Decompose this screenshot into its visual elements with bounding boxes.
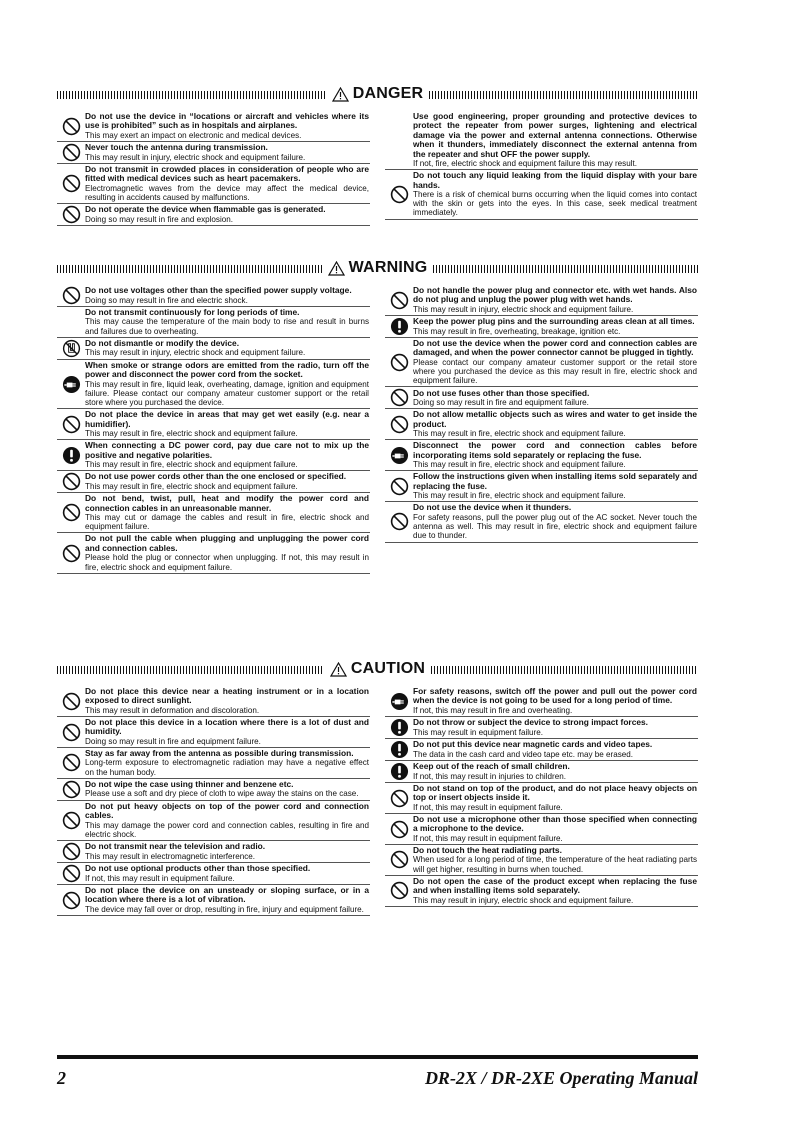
prohibition-icon [57,544,85,563]
caution-right-column [385,686,698,907]
item-description: This may result in injury, electric shock and equipment failure. [413,304,634,314]
prohibition-icon [385,415,413,434]
safety-item [385,739,698,761]
safety-item [385,111,698,170]
item-description: The device may fall over or drop, resulting in fire, injury and equipment failure. [85,904,364,914]
manual-title: DR-2X / DR-2XE Operating Manual [424,1068,698,1088]
item-description: Doing so may result in fire and equipment failure. [413,398,589,408]
item-title: Keep the power plug pins and the surrounding areas clean at all times. [413,316,695,327]
safety-item [385,387,698,409]
item-text [413,815,698,843]
item-description: If not, this may result in injuries to children. [413,771,566,781]
danger-header [57,84,698,104]
prohibition-icon [57,286,85,305]
item-description: Please hold the plug or connector when unplugging. If not, this may result in fire, electric shock and equipment failure. [85,553,369,572]
item-text [85,842,370,861]
item-text [85,441,370,469]
safety-item [57,338,370,360]
item-title: When smoke or strange odors are emitted from the radio, turn off the power and disconnect the power cord from the socket. [85,359,369,380]
item-text [85,361,370,407]
prohibition-icon [385,850,413,869]
item-text [413,389,698,408]
item-title: Do not use optional products other than those specified. [85,863,311,874]
safety-item [385,471,698,502]
item-text [413,317,698,336]
safety-item [385,502,698,542]
item-description: This may result in deformation and discoloration. [85,705,260,715]
prohibition-icon [57,415,85,434]
item-description: For safety reasons, pull the power plug out of the AC socket. Never touch the antenna as well. This may result in fire, electric shock and equipment failure due to thunder. [413,512,697,541]
safety-item [57,409,370,440]
item-text [413,846,698,874]
item-description: This may result in injury, electric shock and equipment failure. [85,348,306,358]
section-title: WARNING [322,259,434,277]
item-description: This may result in electromagnetic interference. [85,851,256,861]
safety-item [385,814,698,845]
item-text [85,165,370,202]
caution-header [57,659,698,679]
item-text [85,143,370,162]
item-description: This may result in fire, overheating, breakage, ignition etc. [413,326,621,336]
item-description: This may result in equipment failure. [413,727,544,737]
item-description: Long-term exposure to electromagnetic radiation may have a negative effect on the human body. [85,758,369,777]
item-title: Do not transmit in crowded places in consideration of people who are fitted with medical devices such as heart pacemakers. [85,164,369,184]
prohibition-icon [57,143,85,162]
item-title: Do not stand on top of the product, and do not place heavy objects on top or insert objects inside it. [413,783,697,803]
item-title: Stay as far away from the antenna as possible during transmission. [85,748,354,759]
prohibition-icon [57,891,85,910]
prohibition-icon [57,117,85,136]
unplug-icon [385,692,413,711]
item-description: This may result in injury, electric shock and equipment failure. [85,152,306,162]
item-description: If not, this may result in equipment failure. [413,833,563,843]
item-text [85,339,370,358]
item-title: Use good engineering, proper grounding and protective devices to protect the repeater from power surges, lightening and electrical damage via the power and external antenna connections. Otherwise when it thunders, immediately disconnect the external antenna from the repeater and shut OFF the power supply. [413,111,697,159]
item-text [413,877,698,905]
item-description: This may result in injury, electric shock and equipment failure. [413,895,634,905]
item-description: This may result in fire, electric shock and equipment failure. [413,429,626,439]
prohibition-icon [385,789,413,808]
item-text [413,339,698,385]
hatch-bar [57,265,322,273]
safety-item [57,440,370,471]
prohibition-icon [385,512,413,531]
item-title: Do not transmit continuously for long periods of time. [85,307,300,317]
item-text [413,503,698,540]
prohibition-icon [57,723,85,742]
item-description: This may cut or damage the cables and result in fire, electric shock and equipment failure. [85,513,369,532]
mandatory-icon [385,317,413,336]
item-description: Electromagnetic waves from the device may affect the medical device, resulting in accidents caused by malfunctions. [85,183,369,203]
item-text [85,494,370,531]
item-description: If not, this may result in equipment failure. [413,802,563,812]
mandatory-icon [57,446,85,465]
prohibition-icon [57,692,85,711]
safety-item [385,170,698,219]
prohibition-icon [57,472,85,491]
item-description: If not, fire, electric shock and equipment failure this may result. [413,159,638,169]
item-description: This may result in fire, electric shock and equipment failure. [85,460,298,470]
prohibition-icon [57,205,85,224]
item-text [413,718,698,737]
safety-item [57,863,370,885]
item-text [413,784,698,812]
item-description: The data in the cash card and video tape etc. may be erased. [413,749,634,759]
item-description: Doing so may result in fire and electric shock. [85,295,248,305]
page-number: 2 [57,1068,66,1088]
prohibition-icon [57,174,85,193]
item-title: Do not place the device in areas that may get wet easily (e.g. near a humidifier). [85,409,369,429]
safety-item [57,142,370,164]
safety-item [57,204,370,226]
item-description: This may result in fire, electric shock and equipment failure. [85,429,298,439]
item-title: Do not transmit near the television and radio. [85,841,266,852]
item-title: Do not use power cords other than the one enclosed or specified. [85,471,347,482]
item-title: Do not use the device when it thunders. [413,502,572,513]
item-title: Do not put heavy objects on top of the power cord and connection cables. [85,800,369,821]
warning-right-column [385,285,698,543]
prohibition-icon [57,864,85,883]
item-title: Do not touch any liquid leaking from the liquid display with your bare hands. [413,170,697,190]
item-text [413,441,698,469]
prohibition-icon [57,780,85,799]
item-title: For safety reasons, switch off the power and pull out the power cord when the device is not going to be used for a long period of time. [413,686,697,706]
prohibition-icon [385,477,413,496]
item-text [413,762,698,781]
safety-item [57,533,370,573]
item-text [413,472,698,500]
section-title: CAUTION [324,660,431,678]
item-title: Do not use the device in “locations or aircraft and vehicles where its use is prohibited” such as in hospitals and airplanes. [85,111,369,131]
warning-triangle-icon [330,662,347,677]
item-title: Do not place this device near a heating instrument or in a location exposed to direct sunlight. [85,686,369,706]
item-text [85,534,370,571]
hatch-bar [433,265,698,273]
warning-triangle-icon [332,87,349,102]
footer-rule [57,1055,698,1059]
item-title: Do not wipe the case using thinner and benzene etc. [85,779,294,790]
safety-item [385,285,698,316]
safety-item [385,783,698,814]
item-text [85,410,370,438]
caution-left-column [57,686,370,916]
safety-item [57,885,370,916]
item-title: Never touch the antenna during transmission. [85,142,268,153]
item-text [85,718,370,746]
item-description: When used for a long period of time, the temperature of the heat radiating parts will get higher, resulting in burns when touched. [413,855,697,874]
item-text [85,112,370,140]
mandatory-icon [385,762,413,781]
item-description: This may damage the power cord and connection cables, resulting in fire and electric shock. [85,820,369,839]
item-description: This may exert an impact on electronic and medical devices. [85,130,302,140]
item-description: If not, this may result in equipment failure. [85,873,235,883]
item-title: Do not use the device when the power cord and connection cables are damaged, and when the power connector cannot be plugged in tightly. [413,338,697,358]
item-description: Please use a soft and dry piece of cloth to wipe away the stains on the case. [85,789,359,799]
hatch-bar [57,666,324,674]
item-title: Do not allow metallic objects such as wires and water to get inside the product. [413,409,697,429]
unplug-icon [385,446,413,465]
prohibition-icon [385,185,413,204]
item-title: Do not throw or subject the device to strong impact forces. [413,717,648,728]
prohibition-icon [57,842,85,861]
item-description: Doing so may result in fire and explosion. [85,214,234,224]
safety-item [57,801,370,841]
item-title: Do not use voltages other than the specified power supply voltage. [85,285,352,296]
hatch-bar [429,91,698,99]
item-description: This may result in fire, electric shock and equipment failure. [413,491,626,501]
safety-item [385,876,698,907]
safety-item [57,285,370,307]
safety-item [57,111,370,142]
safety-item [57,717,370,748]
item-text [413,171,698,217]
safety-item [385,717,698,739]
item-title: Do not open the case of the product except when replacing the fuse and when installing items sold separately. [413,875,697,896]
item-title: Do not place this device in a location where there is a lot of dust and humidity. [85,717,369,737]
item-text [85,802,370,839]
safety-item [385,316,698,338]
item-title: Follow the instructions given when installing items sold separately and replacing the fuse. [413,471,697,491]
section-title: DANGER [326,85,430,103]
prohibition-icon [385,291,413,310]
safety-item [385,440,698,471]
prohibition-icon [57,503,85,522]
warning-header [57,258,698,278]
item-title: Do not touch the heat radiating parts. [413,845,562,856]
item-title: Do not put this device near magnetic cards and video tapes. [413,739,653,750]
item-text [85,472,370,491]
warning-triangle-icon [328,261,345,276]
safety-item [57,307,370,338]
item-title: Keep out of the reach of small children. [413,761,570,772]
unplug-icon [57,375,85,394]
safety-item [385,845,698,876]
prohibition-icon [385,388,413,407]
item-title: Do not place the device on an unsteady or sloping surface, or in a location where there is a lot of vibration. [85,885,369,905]
prohibition-icon [57,811,85,830]
safety-item [57,841,370,863]
item-text [85,308,370,336]
item-text [413,687,698,715]
item-text [413,740,698,759]
item-text [413,410,698,438]
item-title: Do not bend, twist, pull, heat and modify the power cord and connection cables in an unreasonable manner. [85,493,369,513]
safety-item [385,686,698,717]
prohibition-icon [385,820,413,839]
item-title: Do not dismantle or modify the device. [85,338,240,348]
item-title: Do not handle the power plug and connector etc. with wet hands. Also do not plug and unplug the power plug with wet hands. [413,285,697,305]
no-disassemble-icon [57,339,85,358]
item-description: This may cause the temperature of the main body to rise and result in burns and failures due to overheating. [85,317,369,336]
item-text [85,780,370,799]
item-description: There is a risk of chemical burns occurring when the liquid comes into contact with the skin or gets into the eyes. In this case, seek medical treatment immediately. [413,190,697,218]
prohibition-icon [385,353,413,372]
item-text [85,286,370,305]
item-description: This may result in fire, electric shock and equipment failure. [413,460,626,470]
hatch-bar [57,91,326,99]
item-text [85,864,370,883]
danger-left-column [57,111,370,226]
item-text [413,112,698,168]
safety-item [385,409,698,440]
item-description: Doing so may result in fire and equipment failure. [85,736,261,746]
item-description: If not, this may result in fire and overheating. [413,705,573,715]
safety-item [57,164,370,204]
item-text [85,886,370,914]
item-title: Do not pull the cable when plugging and unplugging the power cord and connection cables. [85,533,369,553]
item-title: Disconnect the power cord and connection cables before incorporating items sold separately or replacing the fuse. [413,440,697,460]
item-description: Please contact our company amateur customer support or the retail store where you purchased the device as this may result in fire, electric shock and equipment failure. [413,357,697,386]
prohibition-icon [57,753,85,772]
danger-right-column [385,111,698,220]
item-text [85,749,370,777]
mandatory-icon [385,740,413,759]
safety-item [57,493,370,533]
item-title: Do not operate the device when flammable gas is generated. [85,204,326,215]
safety-item [57,360,370,409]
item-text [413,286,698,314]
item-text [85,687,370,715]
safety-item [57,779,370,801]
item-text [85,205,370,224]
safety-item [385,761,698,783]
prohibition-icon [385,881,413,900]
hatch-bar [431,666,698,674]
warning-left-column [57,285,370,574]
safety-item [57,686,370,717]
safety-item [57,471,370,493]
item-title: When connecting a DC power cord, pay due care not to mix up the positive and negative polarities. [85,440,369,460]
item-title: Do not use a microphone other than those specified when connecting a microphone to the device. [413,814,697,834]
item-description: This may result in fire, liquid leak, overheating, damage, ignition and equipment failure. Please contact our company amateur customer support or the retail store where you purchased the device. [85,379,369,408]
mandatory-icon [385,718,413,737]
item-title: Do not use fuses other than those specified. [413,387,590,398]
safety-item [57,748,370,779]
item-description: This may result in fire, electric shock and equipment failure. [85,481,298,491]
safety-item [385,338,698,387]
